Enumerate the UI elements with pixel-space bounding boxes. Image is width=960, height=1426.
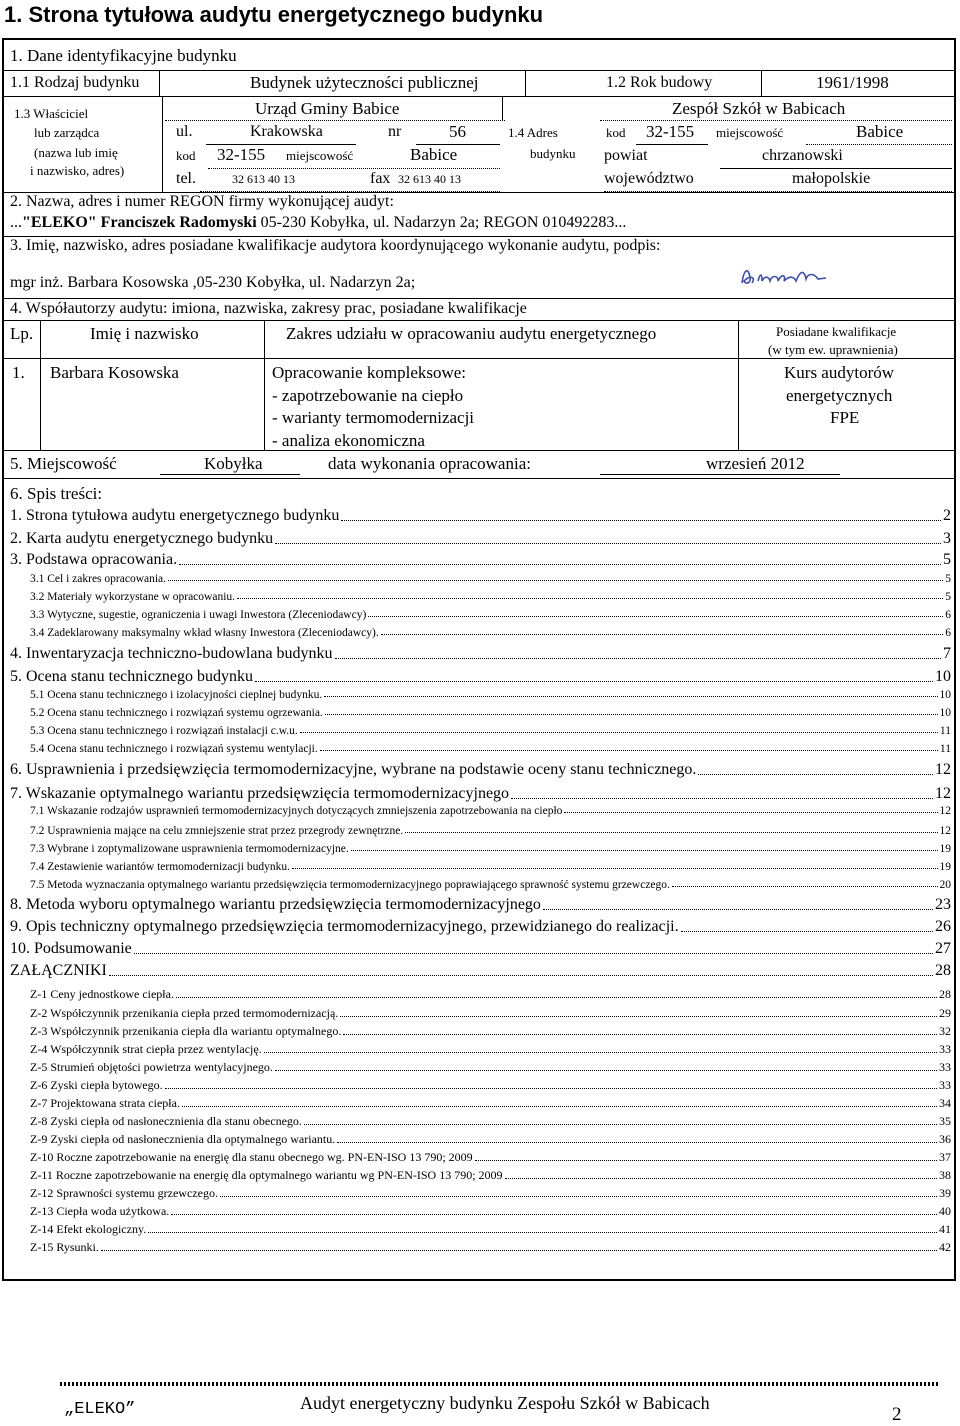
toc-dot-leader	[698, 774, 933, 775]
toc-dot-leader	[220, 1196, 937, 1197]
b-miejsc-label: miejscowość	[716, 125, 784, 140]
page-number: 2	[892, 1404, 902, 1425]
ul-label: ul.	[176, 123, 193, 140]
nr-value: 56	[449, 122, 466, 141]
toc-item-page: 12	[939, 825, 951, 837]
toc-item-page: 6	[945, 627, 951, 639]
toc-item-page: 29	[939, 1006, 951, 1020]
section-5-label: 5. Miejscowość	[10, 454, 117, 473]
toc-item-page: 33	[939, 1078, 951, 1092]
toc-dot-leader	[324, 696, 937, 697]
toc-item-page: 39	[939, 1186, 951, 1200]
toc-item-page: 33	[939, 1060, 951, 1074]
toc-item-title: 3.4 Zadeklarowany maksymalny wkład własny Inwestora (Zleceniodawcy).	[30, 627, 379, 639]
toc-item-title: 9. Opis techniczny optymalnego przedsięwzięcia termomodernizacyjnego, przewidzianego do realizacji.	[10, 918, 679, 935]
b-miejsc-value: Babice	[856, 122, 904, 141]
toc-dot-leader	[304, 1124, 937, 1125]
toc-item	[30, 1150, 951, 1165]
toc-item	[30, 1222, 951, 1237]
toc-item	[30, 1114, 951, 1129]
toc-item-page: 38	[939, 1168, 951, 1182]
toc-item-page: 2	[943, 507, 951, 524]
toc-item-page: 40	[939, 1204, 951, 1218]
toc-item-page: 37	[939, 1150, 951, 1164]
toc-item-page: 35	[939, 1114, 951, 1128]
toc-item-title: 7. Wskazanie optymalnego wariantu przedsięwzięcia termomodernizacyjnego	[10, 785, 510, 802]
tel-label: tel.	[176, 170, 196, 187]
toc-item-page: 5	[945, 573, 951, 585]
toc-item-title: 5.1 Ocena stanu technicznego i izolacyjności cieplnej budynku.	[30, 689, 323, 701]
place: Kobyłka	[204, 454, 263, 473]
toc-item	[30, 1204, 951, 1219]
toc-dot-leader	[351, 850, 938, 851]
toc-item-title: ZAŁĄCZNIKI	[10, 962, 107, 979]
owner-label: 1.3 Właściciel	[14, 106, 89, 121]
toc-item	[30, 1024, 951, 1039]
toc-dot-leader	[176, 997, 937, 998]
toc-item-title: Z-6 Zyski ciepła bytowego.	[30, 1078, 163, 1092]
toc-dot-leader	[264, 1052, 937, 1053]
toc-item-page: 33	[939, 1042, 951, 1056]
signature	[738, 263, 830, 291]
toc-item-title: Z-14 Efekt ekologiczny.	[30, 1222, 147, 1236]
toc-item	[30, 573, 951, 585]
toc-item-page: 28	[939, 987, 951, 1001]
toc-item-page: 12	[935, 761, 951, 778]
toc-item-title: 5.2 Ocena stanu technicznego i rozwiązań systemu ogrzewania.	[30, 707, 323, 719]
toc-dot-leader	[300, 732, 938, 733]
toc-item-page: 28	[935, 962, 951, 979]
toc-item-page: 23	[935, 896, 951, 913]
toc-item-title: 3.1 Cel i zakres opracowania.	[30, 573, 167, 585]
owner-name: Urząd Gminy Babice	[255, 99, 400, 118]
woj-label: województwo	[604, 170, 694, 187]
toc-item-title: 8. Metoda wyboru optymalnego wariantu przedsięwzięcia termomodernizacyjnego	[10, 896, 541, 913]
toc-item	[10, 761, 951, 779]
toc-item	[30, 1060, 951, 1075]
toc-item-title: Z-13 Ciepła woda użytkowa.	[30, 1204, 170, 1218]
toc-item	[30, 805, 951, 817]
page-title: 1. Strona tytułowa audytu energetycznego budynku	[4, 2, 544, 27]
toc-item-page: 12	[939, 805, 951, 817]
date: wrzesień 2012	[706, 454, 805, 473]
toc-dot-leader	[511, 798, 933, 799]
b-kod-value: 32-155	[646, 122, 695, 141]
toc-item-title: Z-5 Strumień objętości powietrza wentylacyjnego.	[30, 1060, 273, 1074]
toc-item-title: 5.3 Ocena stanu technicznego i rozwiązań instalacji c.w.u.	[30, 725, 298, 737]
toc-item-title: 7.2 Usprawnienia mające na celu zmniejszenie strat przez przegrody zewnętrzne.	[30, 825, 404, 837]
toc-item-title: Z-3 Współczynnik przenikania ciepła dla wariantu optymalnego.	[30, 1024, 342, 1038]
toc-dot-leader	[275, 543, 941, 544]
toc-item	[30, 627, 951, 639]
rodzaj-value: Budynek użyteczności publicznej	[250, 73, 479, 92]
toc-item-page: 26	[935, 918, 951, 935]
section-2-header: 2. Nazwa, adres i numer REGON firmy wykonującej audyt:	[10, 193, 394, 210]
toc-item-title: Z-11 Roczne zapotrzebowanie na energię dla optymalnego wariantu wg PN-EN-ISO 13 790; 2009	[30, 1168, 503, 1182]
divider	[4, 70, 954, 71]
toc-dot-leader	[681, 931, 933, 932]
toc-item-page: 34	[939, 1096, 951, 1110]
toc-dot-leader	[543, 909, 933, 910]
toc-item	[30, 591, 951, 603]
toc-item	[10, 940, 951, 958]
toc-item	[30, 879, 951, 891]
toc-dot-leader	[109, 975, 933, 976]
toc-dot-leader	[337, 1142, 937, 1143]
col-name: Imię i nazwisko	[90, 324, 199, 343]
toc-item	[30, 861, 951, 873]
nr-label: nr	[388, 123, 402, 140]
toc-item	[30, 1132, 951, 1147]
toc-item	[30, 843, 951, 855]
toc-item	[30, 743, 951, 755]
adres-label: 1.4 Adres	[508, 125, 558, 140]
toc-item	[10, 668, 951, 686]
toc-item-title: 5. Ocena stanu technicznego budynku	[10, 668, 254, 685]
section-4-header: 4. Współautorzy audytu: imiona, nazwiska, zakresy prac, posiadane kwalifikacje	[10, 300, 527, 317]
toc-item	[30, 689, 951, 701]
toc-item-title: 6. Usprawnienia i przedsięwzięcia termomodernizacyjne, wybrane na podstawie oceny stanu technicznego.	[10, 761, 697, 778]
toc-item-page: 32	[939, 1024, 951, 1038]
toc-dot-leader	[564, 812, 937, 813]
toc-item-page: 5	[945, 591, 951, 603]
toc-item	[10, 551, 951, 569]
toc-item-page: 6	[945, 609, 951, 621]
toc-item-page: 10	[939, 689, 951, 701]
toc-dot-leader	[368, 616, 943, 617]
toc-dot-leader	[505, 1178, 937, 1179]
toc-item-title: Z-4 Współczynnik strat ciepła przez wentylację.	[30, 1042, 262, 1056]
toc-dot-leader	[343, 1034, 937, 1035]
ul-value: Krakowska	[250, 123, 323, 140]
toc-item-title: 3. Podstawa opracowania.	[10, 551, 178, 568]
section-1-header: 1. Dane identyfikacyjne budynku	[10, 46, 237, 65]
col-scope: Zakres udziału w opracowaniu audytu energetycznego	[286, 324, 657, 343]
toc-item-title: 7.1 Wskazanie rodzajów usprawnień termomodernizacyjnych dotyczących zmniejszenia zapotrzebowania na ciepło	[30, 805, 563, 817]
rok-label: 1.2 Rok budowy	[606, 74, 713, 91]
toc-item-title: Z-7 Projektowana strata ciepła.	[30, 1096, 180, 1110]
toc-item-page: 5	[943, 551, 951, 568]
kod-label: kod	[176, 148, 196, 163]
date-label: data wykonania opracowania:	[328, 454, 531, 473]
row-lp: 1.	[12, 363, 25, 382]
toc-item-title: Z-15 Rysunki.	[30, 1240, 99, 1254]
toc-item-title: Z-10 Roczne zapotrzebowanie na energię dla stanu obecnego wg. PN-EN-ISO 13 790; 2009	[30, 1150, 473, 1164]
toc-item	[10, 645, 951, 663]
toc-dot-leader	[255, 681, 933, 682]
toc-item-title: 10. Podsumowanie	[10, 940, 132, 957]
toc-item-title: Z-9 Zyski ciepła od nasłonecznienia dla optymalnego wariantu.	[30, 1132, 336, 1146]
rok-value: 1961/1998	[816, 73, 889, 92]
miejsc-label: miejscowość	[286, 148, 354, 163]
footer-left: „ELEKO”	[64, 1400, 136, 1419]
footer-rule	[60, 1382, 940, 1386]
building-name: Zespół Szkół w Babicach	[672, 99, 846, 118]
toc-dot-leader	[672, 886, 938, 887]
toc-dot-leader	[165, 1088, 937, 1089]
toc-item	[30, 1168, 951, 1183]
toc-item	[10, 507, 951, 525]
toc-dot-leader	[292, 868, 938, 869]
toc-item-title: 3.2 Materiały wykorzystane w opracowaniu.	[30, 591, 236, 603]
toc-item-page: 10	[939, 707, 951, 719]
toc-dot-leader	[341, 520, 941, 521]
toc-item-page: 19	[939, 861, 951, 873]
toc-item-page: 20	[939, 879, 951, 891]
toc-dot-leader	[405, 832, 937, 833]
toc-dot-leader	[237, 598, 943, 599]
toc-item-page: 42	[939, 1240, 951, 1254]
toc-dot-leader	[168, 580, 943, 581]
powiat-value: chrzanowski	[762, 147, 843, 164]
row-name: Barbara Kosowska	[50, 363, 179, 382]
toc-item	[30, 1078, 951, 1093]
toc-item-title: 2. Karta audytu energetycznego budynku	[10, 530, 274, 547]
toc-item	[10, 896, 951, 914]
toc-dot-leader	[340, 1016, 937, 1017]
toc-item-title: 3.3 Wytyczne, sugestie, ograniczenia i uwagi Inwestora (Zleceniodawcy)	[30, 609, 367, 621]
toc-dot-leader	[134, 953, 933, 954]
toc-item-page: 36	[939, 1132, 951, 1146]
toc-dot-leader	[275, 1070, 937, 1071]
toc-item-title: Z-8 Zyski ciepła od nasłonecznienia dla stanu obecnego.	[30, 1114, 302, 1128]
toc-dot-leader	[179, 564, 941, 565]
company-line: ..."ELEKO" Franciszek Radomyski 05-230 Kobyłka, ul. Nadarzyn 2a; REGON 010492283...	[10, 214, 627, 231]
woj-value: małopolskie	[792, 170, 871, 187]
col-lp: Lp.	[10, 324, 34, 343]
toc-item	[30, 1096, 951, 1111]
toc-item-page: 19	[939, 843, 951, 855]
toc-item-page: 11	[939, 743, 951, 755]
toc-item	[30, 825, 951, 837]
toc-item	[30, 1186, 951, 1201]
toc-dot-leader	[335, 658, 941, 659]
toc-header: 6. Spis treści:	[10, 484, 103, 503]
toc-item-page: 11	[939, 725, 951, 737]
toc-item	[30, 1240, 951, 1255]
toc-item-page: 41	[939, 1222, 951, 1236]
miejsc-value: Babice	[410, 145, 458, 164]
row-scope: Opracowanie kompleksowe:	[272, 363, 467, 382]
toc-item-title: 5.4 Ocena stanu technicznego i rozwiązań systemu wentylacji.	[30, 743, 318, 755]
toc-dot-leader	[381, 634, 944, 635]
toc-dot-leader	[325, 714, 938, 715]
powiat-label: powiat	[604, 147, 648, 164]
col-qual: Posiadane kwalifikacje	[776, 324, 897, 339]
toc-item-title: 7.4 Zestawienie wariantów termomodernizacji budynku.	[30, 861, 290, 873]
toc-dot-leader	[475, 1160, 937, 1161]
toc-item-page: 12	[935, 785, 951, 802]
toc-item	[10, 530, 951, 548]
toc-dot-leader	[320, 750, 938, 751]
toc-item-title: 4. Inwentaryzacja techniczno-budowlana budynku	[10, 645, 333, 662]
toc-item	[30, 725, 951, 737]
toc-item	[30, 1006, 951, 1021]
toc-item	[10, 918, 951, 936]
section-3-header: 3. Imię, nazwisko, adres posiadane kwalifikacje audytora koordynującego wykonanie audytu, podpis:	[10, 237, 661, 254]
toc-dot-leader	[182, 1106, 937, 1107]
toc-item-page: 7	[943, 645, 951, 662]
toc-item-title: 1. Strona tytułowa audytu energetycznego budynku	[10, 507, 340, 524]
toc-item-title: 7.5 Metoda wyznaczania optymalnego wariantu przedsięwzięcia termomodernizacyjnego poprawiającego sprawność systemu grzewczego.	[30, 879, 670, 891]
rodzaj-label: 1.1 Rodzaj budynku	[10, 74, 140, 91]
toc-dot-leader	[101, 1250, 937, 1251]
toc-item	[10, 962, 951, 980]
footer-center: Audyt energetyczny budynku Zespołu Szkół w Babicach	[300, 1393, 710, 1413]
fax-label: fax	[370, 170, 391, 187]
row-qual: Kurs audytorów	[784, 363, 895, 382]
toc-item-page: 3	[943, 530, 951, 547]
toc-dot-leader	[148, 1232, 937, 1233]
toc-item-page: 10	[935, 668, 951, 685]
toc-item-title: Z-2 Współczynnik przenikania ciepła przed termomodernizacją.	[30, 1006, 339, 1020]
toc-item	[30, 707, 951, 719]
toc-item-page: 27	[935, 940, 951, 957]
toc-item	[30, 1042, 951, 1057]
auditor: mgr inż. Barbara Kosowska ,05-230 Kobyłka, ul. Nadarzyn 2a;	[10, 274, 416, 291]
kod-value: 32-155	[217, 145, 266, 164]
toc-item-title: Z-1 Ceny jednostkowe ciepła.	[30, 987, 174, 1001]
toc-dot-leader	[171, 1214, 937, 1215]
tel-value: 32 613 40 13	[232, 172, 295, 186]
toc-item-title: Z-12 Sprawności systemu grzewczego.	[30, 1186, 218, 1200]
toc-item-title: 7.3 Wybrane i zoptymalizowane usprawnienia termomodernizacyjne.	[30, 843, 349, 855]
toc-item	[30, 987, 951, 1002]
toc-item	[10, 785, 951, 803]
fax-value: 32 613 40 13	[398, 172, 461, 186]
company-name: "ELEKO" Franciszek Radomyski	[22, 214, 257, 231]
b-kod-label: kod	[606, 125, 626, 140]
toc-item	[30, 609, 951, 621]
